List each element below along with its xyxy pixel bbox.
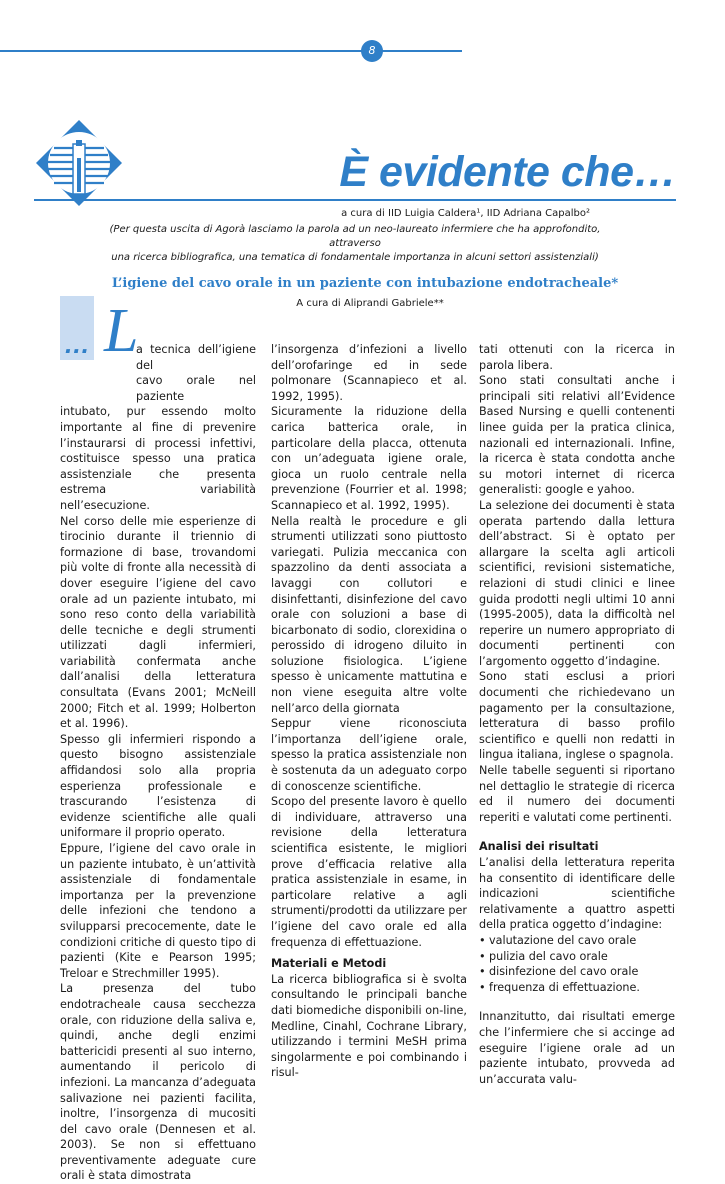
paragraph: intubato, pur essendo molto importante al fine di prevenire l’instaurarsi di processi infettivi, costituisce spesso una pratica assistenziale che presenta estrema variabilità nell’esecuzione. (60, 405, 256, 512)
paragraph: Sicuramente la riduzione della carica batterica orale, in particolare della placca, ottenuta con un’adeguata igiene orale, gioca un ruolo centrale nella prevenzione (Fourrier et al. 1998; Scannapieco et al. 1992, 1995). (271, 405, 467, 512)
column-2 (271, 342, 467, 1081)
paragraph: Spesso gli infermieri rispondo a questo bisogno assistenziale affidandosi solo alla propria esperienza professionale e trascurando l’esistenza di evidenze scientifiche alle quali uniformare il proprio operato. (60, 732, 256, 840)
section-credit: a cura di IID Luigia Caldera¹, IID Adriana Capalbo² (341, 208, 590, 219)
page-number: 8 (361, 40, 383, 62)
list-item: • disinfezione del cavo orale (479, 964, 675, 980)
paragraph: La ricerca bibliografica si è svolta consultando le principali banche dati biomediche disponibili on-line, Medline, Cinahl, Cochrane Library, utilizzando i termini MeSH prima singolarmente e poi combinando i risul- (271, 972, 467, 1080)
paragraph: Eppure, l’igiene del cavo orale in un paziente intubato, è un’attività assistenziale di fondamentale importanza per la prevenzione delle infezioni che tendono a svilupparsi precocemente, date le condizioni critiche di questo tipo di pazienti (Kite e Pearson 1995; Treloar e Strechmiller 1995). (60, 842, 256, 980)
list-item: • valutazione del cavo orale (479, 933, 675, 949)
paragraph: Nel corso delle mie esperienze di tirocinio durante il triennio di formazione di base, trovandomi più volte di fronte alla necessità di dover eseguire l’igiene del cavo orale ad un paziente intubato, mi sono reso conto della variabilità delle tecniche e degli strumenti utilizzati dagli infermieri, variabilità confermata anche dall’analisi della letteratura consultata (Evans 2001; McNeill 2000; Fitch et al. 1999; Holberton et al. 1996). (60, 514, 256, 731)
intro-line: (Per questa uscita di Agorà lasciamo la parola ad un neo-laureato infermiere che ha approfondito, attraverso (109, 224, 601, 249)
list-item: • pulizia del cavo orale (479, 949, 675, 965)
section-heading: Materiali e Metodi (271, 957, 387, 971)
paragraph: tati ottenuti con la ricerca in parola libera. (479, 343, 675, 372)
paragraph: L’analisi della letteratura reperita ha consentito di identificare delle indicazioni scientifiche relativamente a quattro aspetti della pratica oggetto d’indagine: (479, 856, 675, 932)
section-intro (105, 223, 605, 265)
list-item: • frequenza di effettuazione. (479, 980, 675, 996)
column-3 (479, 342, 675, 1087)
paragraph: l’insorgenza d’infezioni a livello dell’orofaringe ed in sede polmonare (Scannapieco et al. 1992, 1995). (271, 343, 467, 403)
paragraph: a tecnica dell’igiene del (136, 343, 256, 372)
paragraph: La selezione dei documenti è stata operata partendo dalla lettura dell’abstract. Si è optato per allargare la scelta agli articoli scientifici, revisioni sistematiche, relazioni di studi clinici e linee guida prodotti negli ultimi 10 anni (1995-2005), data la difficoltà nel reperire un numero appropriato di documenti pertinenti con l’argomento oggetto d’indagine. (479, 498, 675, 668)
paragraph: La presenza del tubo endotracheale causa secchezza orale, con riduzione della saliva e, quindi, anche degli enzimi battericidi presenti al suo interno, aumentando il pericolo di infezioni. La mancanza d’adeguata salivazione nei pazienti facilita, inoltre, l’insorgenza di mucositi del cavo orale (Dennesen et al. 2003). Se non si effettuano preventivamente adeguate cure orali è stata dimostrata (60, 982, 256, 1183)
article-author: A cura di Aliprandi Gabriele** (296, 298, 444, 309)
section-heading: Analisi dei risultati (479, 840, 599, 854)
paragraph: cavo orale nel paziente (136, 374, 256, 403)
paragraph: Sono stati esclusi a priori documenti che richiedevano un pagamento per la consultazione, letteratura di basso profilo scientifico e quelli non redatti in lingua italiana, inglese o spagnola. (479, 670, 675, 762)
paragraph: Scopo del presente lavoro è quello di individuare, attraverso una revisione della letteratura scientifica esistente, le migliori prove d’efficacia relative alla pratica assistenziale in esame, in particolare relative a agli strumenti/prodotti da utilizzare per l’igiene del cavo orale ed alla frequenza di effettuazione. (271, 795, 468, 949)
paragraph: Seppur viene riconosciuta l’importanza dell’igiene orale, spesso la pratica assistenziale non è sostenuta da un adeguato corpo di conoscenze scientifiche. (271, 717, 467, 793)
dropcap-ellipsis: … (64, 329, 88, 359)
nursing-logo-icon (34, 118, 124, 208)
title-rule (34, 199, 676, 201)
page-title: È evidente che… (339, 148, 676, 196)
article-title: L’igiene del cavo orale in un paziente con intubazione endotracheale* (111, 276, 619, 291)
bullet-list (479, 933, 675, 995)
paragraph: Innanzitutto, dai risultati emerge che l’infermiere che si accinge ad eseguire l’igiene orale ad un paziente intubato, provveda ad un’accurata valu- (479, 1010, 675, 1086)
top-rule (0, 50, 462, 52)
column-1 (60, 342, 256, 1184)
intro-line: una ricerca bibliografica, una tematica di fondamentale importanza in alcuni settori assistenziali) (111, 252, 599, 263)
paragraph: Nelle tabelle seguenti si riportano nel dettaglio le strategie di ricerca ed il numero dei documenti reperiti e valutati come pertinenti. (479, 764, 675, 824)
paragraph: Sono stati consultati anche i principali siti relativi all’Evidence Based Nursing e quelli contenenti linee guida per la pratica clinica, nazionali ed internazionali. Infine, la ricerca è stata condotta anche su motori internet di ricerca generalisti: google e yahoo. (479, 374, 675, 497)
paragraph: Nella realtà le procedure e gli strumenti utilizzati sono piuttosto variegati. Pulizia meccanica con spazzolino da denti associata a lavaggi con collutori e disinfettanti, disinfezione del cavo orale con soluzioni a base di bicarbonato di sodio, clorexidina o perossido di idrogeno diluito in soluzione fisiologica. L’igiene spesso è unicamente mattutina e non viene eseguita altre volte nell’arco della giornata (271, 514, 467, 715)
dropcap-letter: L (104, 297, 139, 365)
spacer (479, 995, 675, 1009)
